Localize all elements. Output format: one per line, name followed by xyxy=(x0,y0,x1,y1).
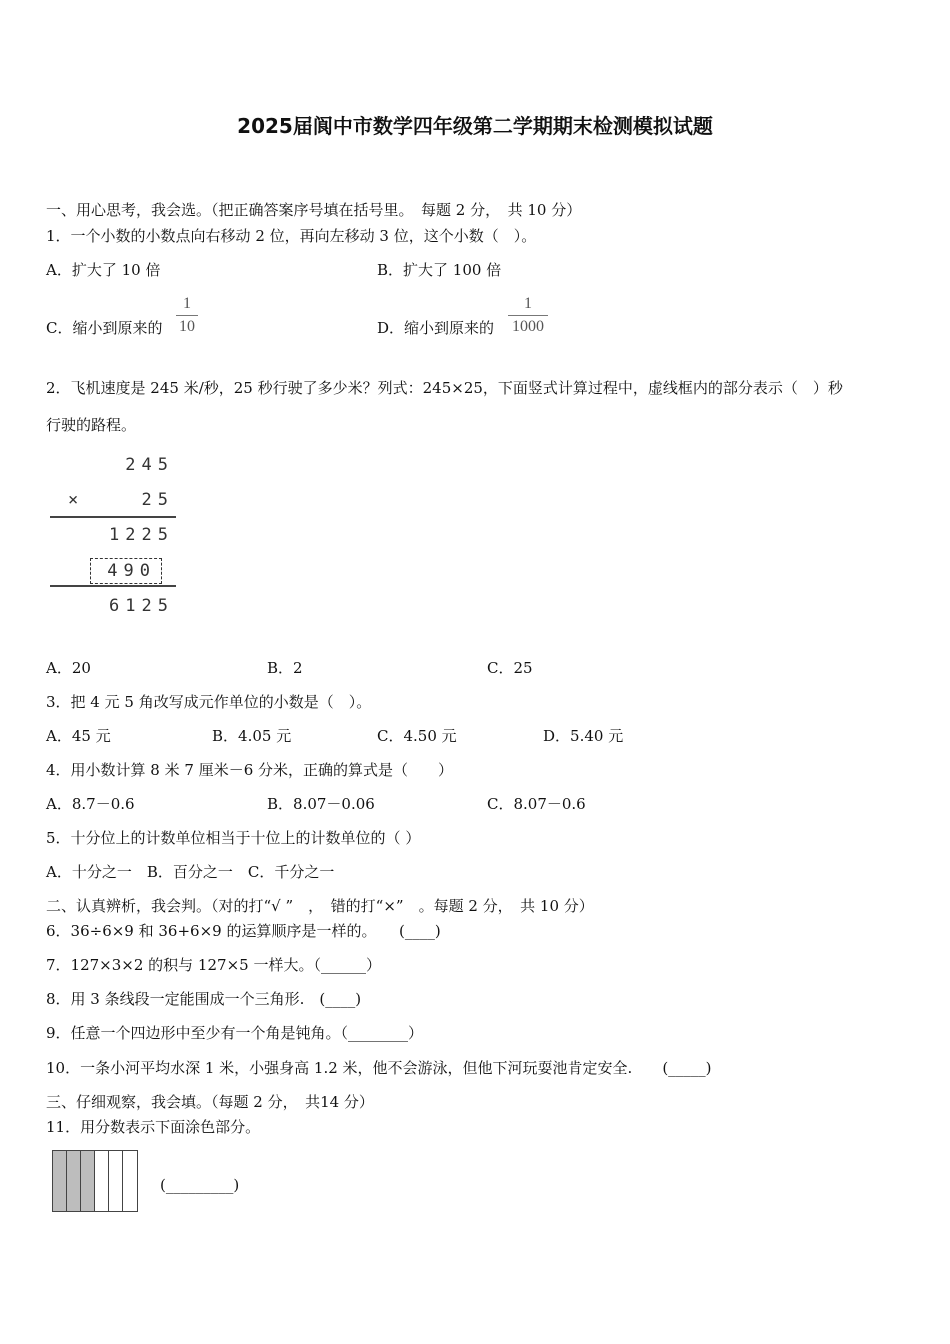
fraction-bar xyxy=(176,315,198,316)
q5-options: A．十分之一 B．百分之一 C．千分之一 xyxy=(46,863,335,881)
fraction-denominator: 10 xyxy=(179,318,195,335)
fraction-numerator: 1 xyxy=(183,295,191,312)
calc-partial-2: 490 xyxy=(107,561,156,581)
q3-option-a: A．45 元 xyxy=(46,727,111,745)
q3-option-d: D．5.40 元 xyxy=(543,727,624,745)
strip-cell-shaded xyxy=(53,1151,67,1211)
q7: 7．127×3×2 的积与 127×5 一样大。（______） xyxy=(46,956,381,974)
vertical-multiplication xyxy=(48,452,178,622)
q1-option-d: D．缩小到原来的 xyxy=(377,319,495,337)
q2-option-b: B．2 xyxy=(267,659,303,677)
calc-result: 6125 xyxy=(109,596,174,616)
q10: 10．一条小河平均水深 1 米，小强身高 1.2 米，他不会游泳，但他下河玩耍池肯定安全. (_____) xyxy=(46,1059,712,1077)
q1-option-c: C．缩小到原来的 xyxy=(46,319,163,337)
q2-stem-line1: 2．飞机速度是 245 米/秒，25 秒行驶了多少米？列式：245×25，下面竖式计算过程中，虚线框内的部分表示（ ）秒 xyxy=(46,379,843,397)
page-title: 2025届阆中市数学四年级第二学期期末检测模拟试题 xyxy=(237,114,713,138)
calc-multiplicand: 245 xyxy=(125,455,174,475)
strip-cell xyxy=(123,1151,137,1211)
q9: 9．任意一个四边形中至少有一个角是钝角。（________） xyxy=(46,1024,424,1042)
q4-stem: 4．用小数计算 8 米 7 厘米－6 分米，正确的算式是（ ） xyxy=(46,761,454,779)
fraction-numerator: 1 xyxy=(524,295,532,312)
q4-option-c: C．8.07－0.6 xyxy=(487,795,586,813)
strip-cell-shaded xyxy=(81,1151,95,1211)
calc-rule-2 xyxy=(50,585,176,587)
q11-answer-blank[interactable]: (_________) xyxy=(160,1176,240,1194)
q2-option-a: A．20 xyxy=(46,659,91,677)
q1-option-a: A．扩大了 10 倍 xyxy=(46,261,161,279)
q2-option-c: C．25 xyxy=(487,659,533,677)
fraction-bar xyxy=(508,315,548,316)
section-2-heading: 二、认真辨析，我会判。（对的打“√ ” ， 错的打“×” 。每题 2 分， 共 10 分） xyxy=(46,897,594,915)
q11-stem: 11．用分数表示下面涂色部分。 xyxy=(46,1118,261,1136)
q3-option-c: C．4.50 元 xyxy=(377,727,457,745)
q1-option-b: B．扩大了 100 倍 xyxy=(377,261,502,279)
q3-option-b: B．4.05 元 xyxy=(212,727,292,745)
q6: 6．36÷6×9 和 36+6×9 的运算顺序是一样的。 (____) xyxy=(46,922,441,940)
section-3-heading: 三、仔细观察，我会填。（每题 2 分， 共14 分） xyxy=(46,1093,374,1111)
fraction-strip xyxy=(52,1150,138,1212)
q2-stem-line2: 行驶的路程。 xyxy=(46,416,137,434)
strip-cell-shaded xyxy=(67,1151,81,1211)
q8: 8．用 3 条线段一定能围成一个三角形. (____) xyxy=(46,990,362,1008)
calc-partial-1: 1225 xyxy=(109,525,174,545)
strip-cell xyxy=(109,1151,123,1211)
strip-cell xyxy=(95,1151,109,1211)
calc-rule-1 xyxy=(50,516,176,518)
q3-stem: 3．把 4 元 5 角改写成元作单位的小数是（ ）。 xyxy=(46,693,372,711)
times-sign: × xyxy=(68,490,79,510)
q4-option-b: B．8.07－0.06 xyxy=(267,795,375,813)
calc-multiplier: 25 xyxy=(141,490,174,510)
section-1-heading: 一、用心思考，我会选。（把正确答案序号填在括号里。 每题 2 分， 共 10 分） xyxy=(46,201,582,219)
q1-option-d-fraction xyxy=(508,296,548,335)
q4-option-a: A．8.7－0.6 xyxy=(46,795,135,813)
q5-stem: 5．十分位上的计数单位相当于十位上的计数单位的（ ） xyxy=(46,829,421,847)
fraction-denominator: 1000 xyxy=(512,318,544,335)
q1-option-c-fraction xyxy=(176,296,198,335)
q1-stem: 1．一个小数的小数点向右移动 2 位，再向左移动 3 位，这个小数（ ）。 xyxy=(46,227,537,245)
